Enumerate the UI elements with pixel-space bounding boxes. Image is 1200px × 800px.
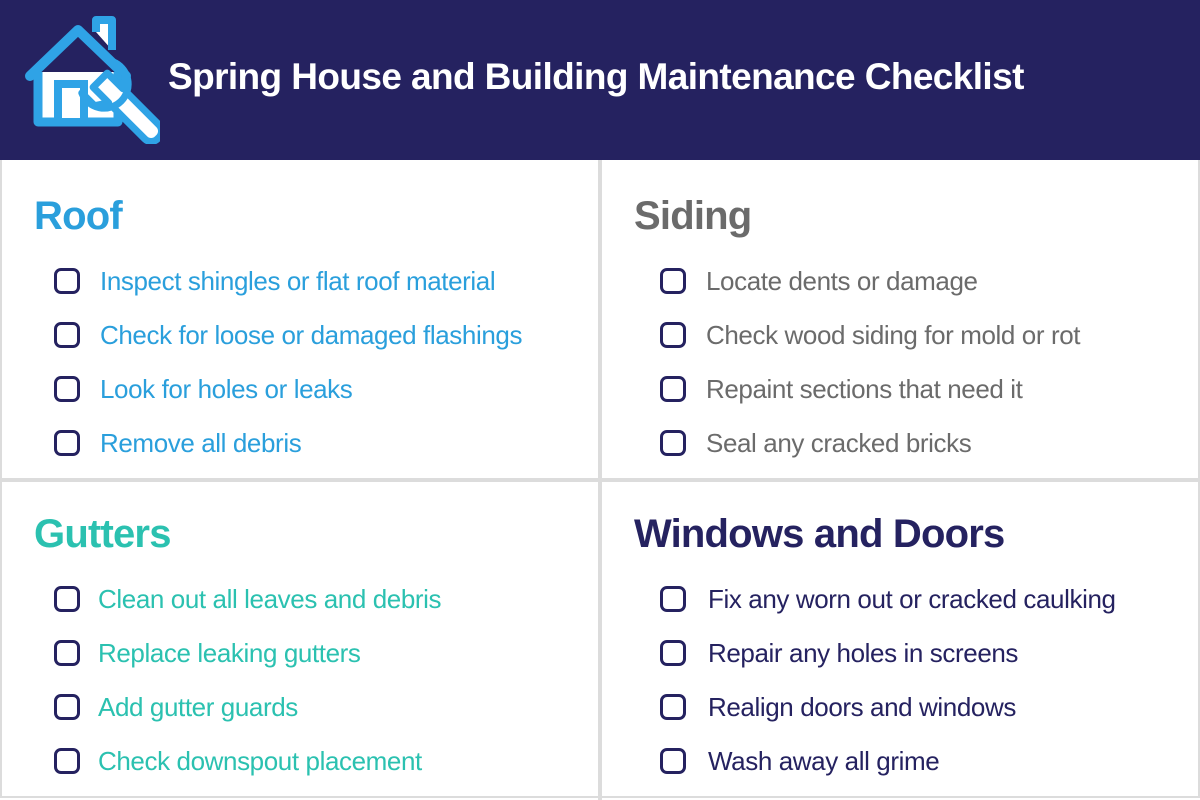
header-banner xyxy=(0,0,1200,160)
divider-horizontal xyxy=(0,478,1200,482)
list-item xyxy=(54,362,522,416)
section-heading-roof: Roof xyxy=(34,194,122,238)
list-item xyxy=(54,308,522,362)
list-item xyxy=(660,680,1116,734)
item-label: Locate dents or damage xyxy=(706,265,978,296)
page-title: Spring House and Building Maintenance Checklist xyxy=(168,56,1024,97)
item-label: Realign doors and windows xyxy=(708,691,1016,722)
list-item xyxy=(54,416,522,470)
checkbox[interactable] xyxy=(54,430,80,456)
checklist-roof xyxy=(54,254,522,470)
checkbox[interactable] xyxy=(660,322,686,348)
section-roof xyxy=(34,196,522,470)
checkbox[interactable] xyxy=(54,640,80,666)
list-item xyxy=(54,626,441,680)
item-label: Add gutter guards xyxy=(98,691,298,722)
item-label: Repair any holes in screens xyxy=(708,637,1019,668)
section-heading-windows-doors: Windows and Doors xyxy=(634,512,1005,556)
item-label: Check for loose or damaged flashings xyxy=(100,319,523,350)
checkbox[interactable] xyxy=(660,694,686,720)
section-windows-doors xyxy=(634,514,1116,788)
checkbox[interactable] xyxy=(660,586,686,612)
checkbox[interactable] xyxy=(660,640,686,666)
list-item xyxy=(660,572,1116,626)
checkbox[interactable] xyxy=(54,694,80,720)
list-item xyxy=(54,572,441,626)
item-label: Inspect shingles or flat roof material xyxy=(100,265,496,296)
item-label: Seal any cracked bricks xyxy=(706,427,972,458)
item-label: Check wood siding for mold or rot xyxy=(706,319,1081,350)
list-item xyxy=(660,626,1116,680)
item-label: Clean out all leaves and debris xyxy=(98,583,442,614)
house-wrench-icon xyxy=(20,14,160,144)
item-label: Repaint sections that need it xyxy=(706,373,1023,404)
checklist-siding xyxy=(660,254,1080,470)
list-item xyxy=(660,362,1080,416)
checkbox[interactable] xyxy=(660,376,686,402)
checkbox[interactable] xyxy=(54,586,80,612)
list-item xyxy=(660,734,1116,788)
section-heading-siding: Siding xyxy=(634,194,752,238)
item-label: Replace leaking gutters xyxy=(98,637,361,668)
checkbox[interactable] xyxy=(660,268,686,294)
list-item xyxy=(54,254,522,308)
checkbox[interactable] xyxy=(54,322,80,348)
item-label: Check downspout placement xyxy=(98,745,422,776)
checklist-gutters xyxy=(54,572,441,788)
section-gutters xyxy=(34,514,441,788)
list-item xyxy=(54,734,441,788)
checkbox[interactable] xyxy=(54,748,80,774)
item-label: Fix any worn out or cracked caulking xyxy=(708,583,1116,614)
checkbox[interactable] xyxy=(54,268,80,294)
checkbox[interactable] xyxy=(54,376,80,402)
checkbox[interactable] xyxy=(660,430,686,456)
list-item xyxy=(660,308,1080,362)
checkbox[interactable] xyxy=(660,748,686,774)
item-label: Look for holes or leaks xyxy=(100,373,353,404)
item-label: Remove all debris xyxy=(100,427,302,458)
list-item xyxy=(660,254,1080,308)
section-heading-gutters: Gutters xyxy=(34,512,171,556)
section-siding xyxy=(634,196,1080,470)
list-item xyxy=(660,416,1080,470)
item-label: Wash away all grime xyxy=(708,745,940,776)
list-item xyxy=(54,680,441,734)
checklist-windows-doors xyxy=(660,572,1116,788)
